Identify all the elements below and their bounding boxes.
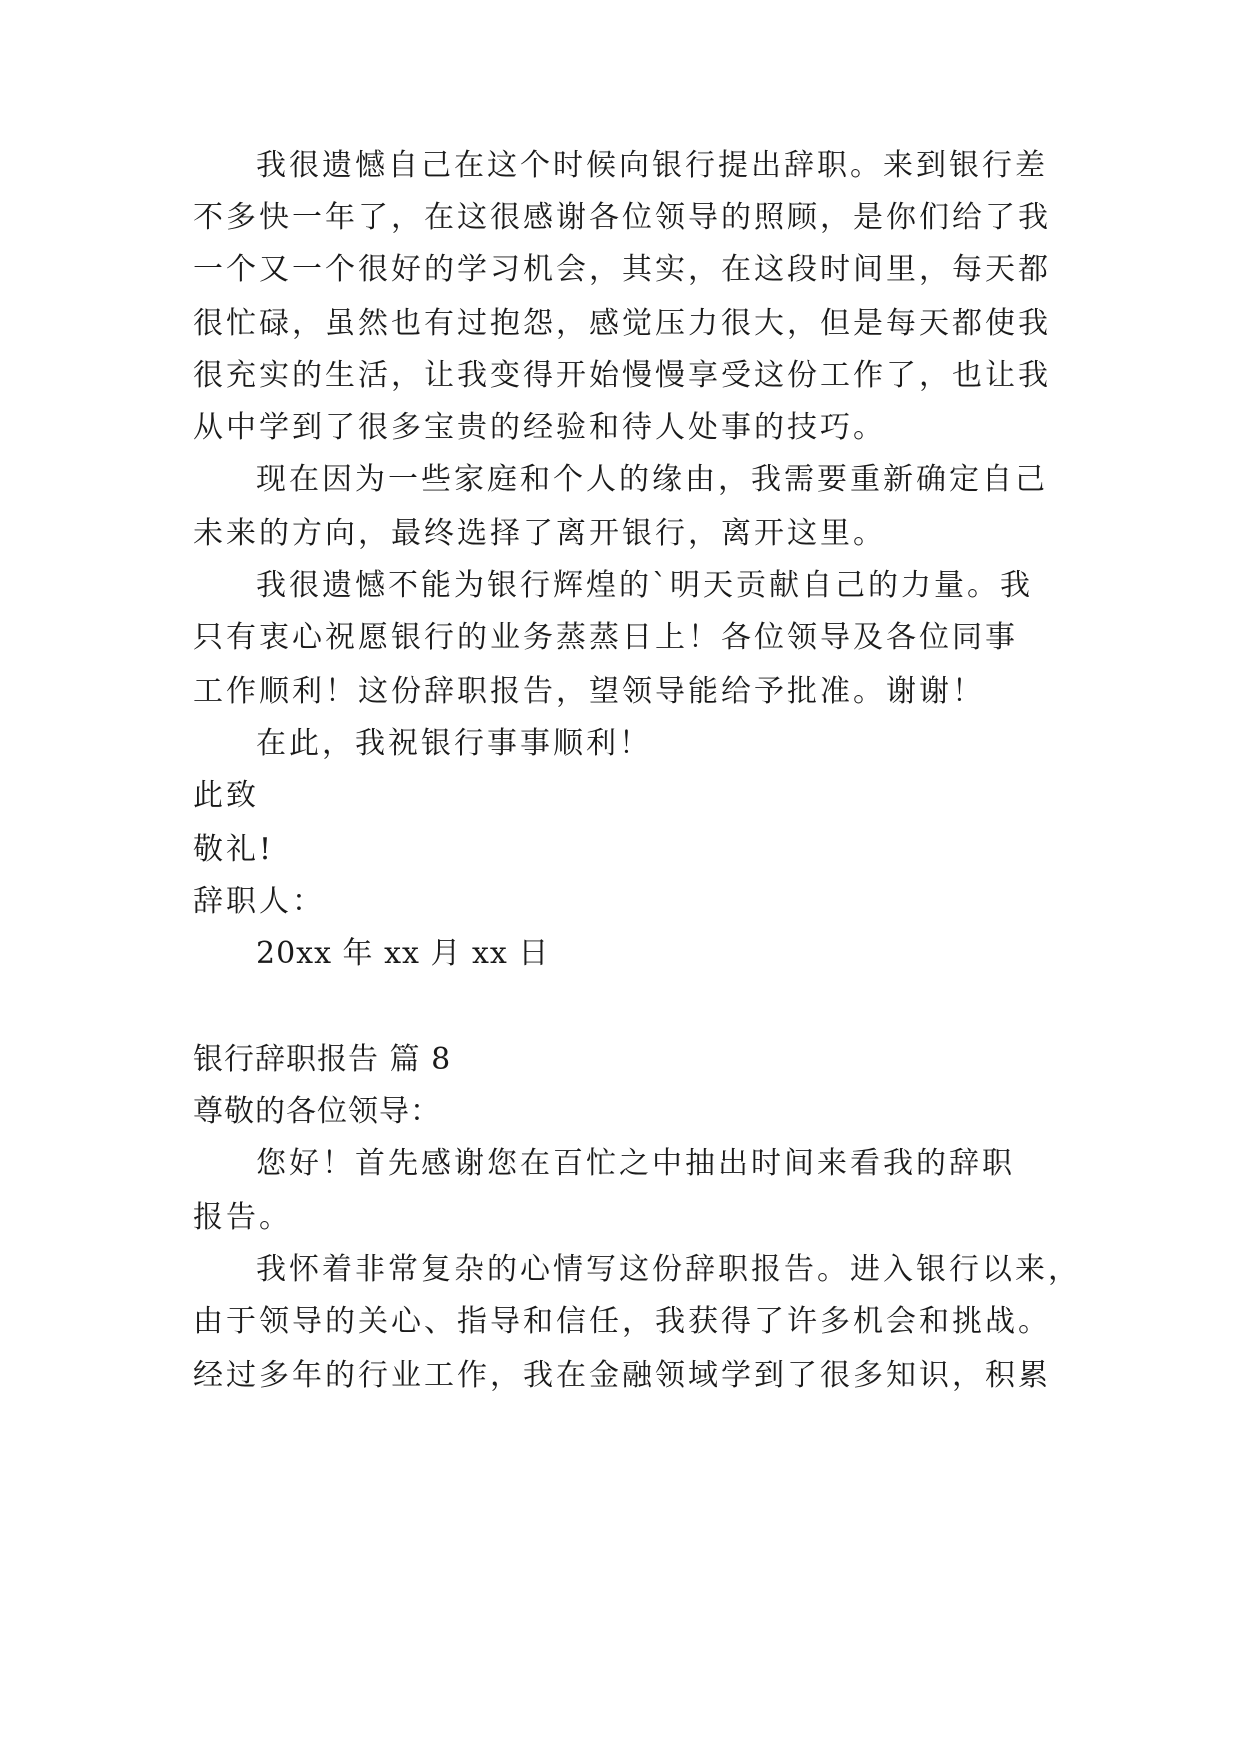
- signer-label: 辞职人：: [193, 884, 325, 919]
- letter-a-paragraph-1-line-3: 一个又一个很好的学习机会，其实，在这段时间里，每天都: [193, 252, 1051, 287]
- letter-b-paragraph-1-line-2: 报告。: [193, 1200, 292, 1235]
- letter-b-paragraph-1-line-1: 您好！首先感谢您在百忙之中抽出时间来看我的辞职: [256, 1146, 1015, 1181]
- letter-a-paragraph-2-line-1: 现在因为一些家庭和个人的缘由，我需要重新确定自己: [256, 462, 1048, 497]
- section-title: 银行辞职报告 篇 8: [193, 1042, 452, 1077]
- letter-a-paragraph-1-line-6: 从中学到了很多宝贵的经验和待人处事的技巧。: [193, 410, 886, 445]
- letter-a-paragraph-4: 在此，我祝银行事事顺利！: [256, 726, 652, 761]
- letter-b-paragraph-2-line-3: 经过多年的行业工作，我在金融领域学到了很多知识，积累: [193, 1358, 1051, 1393]
- closing-line-1: 此致: [193, 778, 259, 813]
- letter-b-paragraph-2-line-2: 由于领导的关心、指导和信任，我获得了许多机会和挑战。: [193, 1304, 1051, 1339]
- letter-a-paragraph-1-line-1: 我很遗憾自己在这个时候向银行提出辞职。来到银行差: [256, 148, 1048, 183]
- letter-a-paragraph-3-line-1: 我很遗憾不能为银行辉煌的`明天贡献自己的力量。我: [256, 568, 1033, 603]
- letter-a-paragraph-1-line-2: 不多快一年了，在这很感谢各位领导的照顾，是你们给了我: [193, 200, 1051, 235]
- letter-b-paragraph-2-line-1: 我怀着非常复杂的心情写这份辞职报告。进入银行以来，: [256, 1252, 1081, 1287]
- letter-a-paragraph-1-line-4: 很忙碌，虽然也有过抱怨，感觉压力很大，但是每天都使我: [193, 306, 1051, 341]
- letter-a-paragraph-1-line-5: 很充实的生活，让我变得开始慢慢享受这份工作了，也让我: [193, 358, 1051, 393]
- letter-a-paragraph-3-line-3: 工作顺利！这份辞职报告，望领导能给予批准。谢谢！: [193, 674, 985, 709]
- letter-b-salutation: 尊敬的各位领导：: [193, 1094, 441, 1129]
- closing-line-2: 敬礼!: [193, 832, 275, 867]
- letter-date: 20xx 年 xx 月 xx 日: [256, 936, 550, 971]
- letter-a-paragraph-2-line-2: 未来的方向，最终选择了离开银行，离开这里。: [193, 516, 886, 551]
- letter-a-paragraph-3-line-2: 只有衷心祝愿银行的业务蒸蒸日上！各位领导及各位同事: [193, 620, 1018, 655]
